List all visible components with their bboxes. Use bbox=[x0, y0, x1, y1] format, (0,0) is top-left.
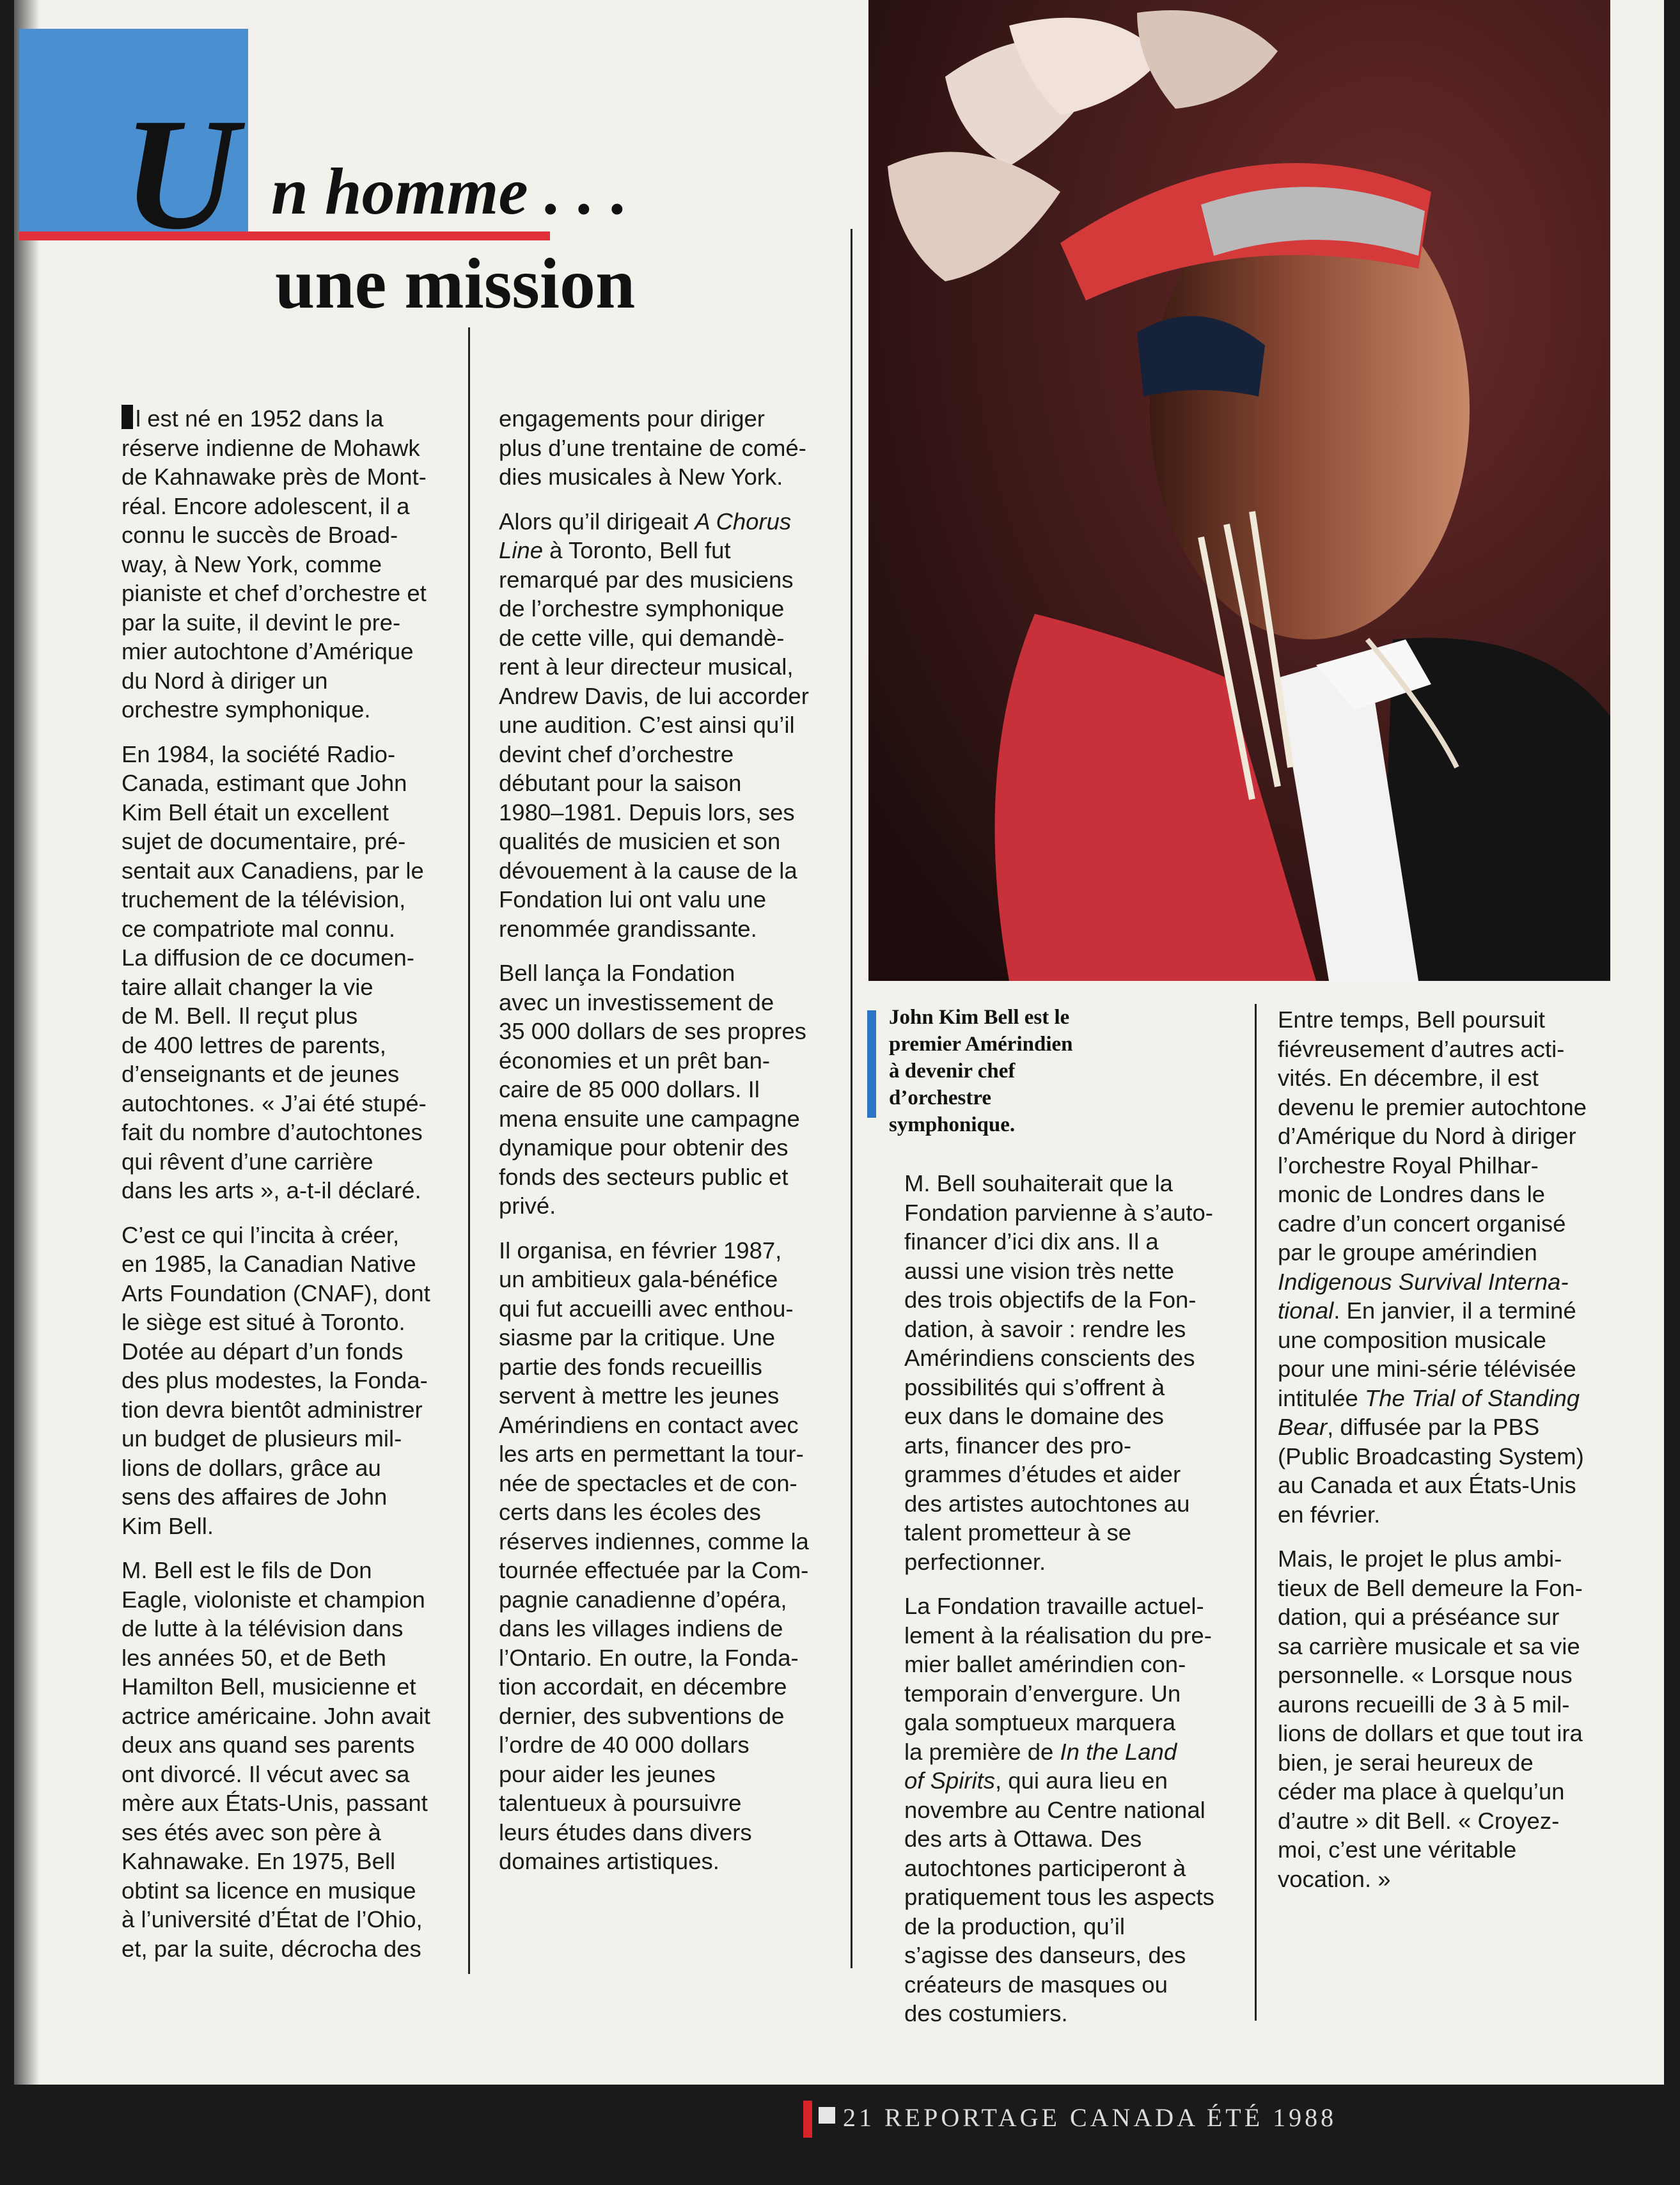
title-line-2: une mission bbox=[275, 244, 636, 324]
title-line-1: n homme . . . bbox=[271, 155, 628, 228]
series-title: The Trial of Standing Bear bbox=[1278, 1384, 1580, 1440]
paragraph bbox=[499, 507, 844, 944]
column-3 bbox=[904, 1169, 1250, 2044]
column-divider bbox=[468, 327, 470, 1974]
column-2 bbox=[499, 404, 844, 1891]
show-title: A Chorus Line bbox=[499, 508, 792, 563]
paragraph bbox=[122, 404, 467, 724]
text: , qui aura lieu en novembre au Centre national des arts à Ottawa. Des autochtones participeront à pratiquement tous les aspects de la production, qu’il s’agisse des danseurs, des créateurs de masques ou des costumiers. bbox=[904, 1767, 1214, 2026]
title-red-rule bbox=[19, 231, 550, 240]
column-divider bbox=[851, 229, 852, 1968]
paragraph: engagements pour diriger plus d’une trentaine de comé- dies musicales à New York. bbox=[499, 405, 806, 490]
text: à Toronto, Bell fut remarqué par des musiciens de l’orchestre symphonique de cette ville, qui demandè- rent à leur directeur musical, Andrew Davis, de lui accorder une audition. C’est ainsi qu’il devint chef d’orchestre débutant pour la saison 1980–1981. Depuis lors, ses qualités de musicien et son dévouement à la cause de la Fondation lui ont valu une renommée grandissante. bbox=[499, 537, 809, 942]
photo-caption: John Kim Bell est le premier Amérindien à devenir chef d’orchestre symphonique. bbox=[889, 1006, 1073, 1136]
paragraph: C’est ce qui l’incita à créer, en 1985, la Canadian Native Arts Foundation (CNAF), dont le siège est situé à Toronto. Dotée au départ d’un fonds des plus modestes, la Fonda- tion devra bientôt administrer un budget de plusieurs mil- lions de dollars, grâce au sens des affaires de John Kim Bell. bbox=[122, 1221, 430, 1539]
paragraph: M. Bell est le fils de Don Eagle, violoniste et champion de lutte à la télévision dans les années 50, et de Beth Hamilton Bell, musicienne et actrice américaine. John avait deux ans quand ses parents ont divorcé. Il vécut avec sa mère aux États-Unis, passant ses étés avec son père à Kahnawake. En 1975, Bell obtint sa licence en musique à l’université d’État de l’Ohio, et, par la suite, décrocha des bbox=[122, 1557, 430, 1962]
column-divider bbox=[1255, 1004, 1257, 2021]
magazine-page bbox=[14, 0, 1664, 2085]
text: Entre temps, Bell poursuit fiévreusement d’autres acti- vités. En décembre, il est devenu le premier autochtone d’Amérique du Nord à diriger l’orchestre Royal Philhar- monic de Londres dans le cadre d’un concert organisé par le groupe amérindien bbox=[1278, 1006, 1587, 1265]
paragraph: Il organisa, en février 1987, un ambitieux gala-bénéfice qui fut accueilli avec enthou- siasme par la critique. Une partie des fonds recueillis servent à mettre les jeunes Amérindiens en contact avec les arts en permettant la tour- née de spectacles et de con- certs dans les écoles des réserves indiennes, comme la tournée effectuée par la Com- pagnie canadienne d’opéra, dans les villages indiens de l’Ontario. En outre, la Fonda- tion accordait, en décembre dernier, des subventions de l’ordre de 40 000 dollars pour aider les jeunes talentueux à poursuivre leurs études dans divers domaines artistiques. bbox=[499, 1237, 809, 1874]
text: . En janvier, il a terminé une composition musicale pour une mini-série télévisée intitulée bbox=[1278, 1297, 1576, 1411]
org-name: Indigenous Survival Interna- tional bbox=[1278, 1268, 1569, 1324]
caption-accent-bar bbox=[867, 1010, 876, 1118]
footer-red-mark bbox=[803, 2101, 812, 2138]
paragraph: M. Bell souhaiterait que la Fondation parvienne à s’auto- financer d’ici dix ans. Il a aussi une vision très nette des trois objectifs de la Fon- dation, à savoir : rendre les Amérindiens conscients des possibilités qui s’offrent à eux dans le domaine des arts, financer des pro- grammes d’études et aider des artistes autochtones au talent prometteur à se perfectionner. bbox=[904, 1170, 1213, 1575]
paragraph bbox=[1278, 1005, 1636, 1529]
page-footer bbox=[843, 2103, 1337, 2133]
paragraph-text: l est né en 1952 dans la réserve indienne de Mohawk de Kahnawake près de Mont- réal. Encore adolescent, il a connu le succès de Broad- way, à New York, comme pianiste et chef d’orchestre et par la suite, il devint le pre- mier autochtone d’Amérique du Nord à diriger un orchestre symphonique. bbox=[122, 405, 427, 723]
footer-text: 21 REPORTAGE CANADA ÉTÉ 1988 bbox=[843, 2103, 1337, 2132]
portrait-photo bbox=[868, 0, 1610, 981]
portrait-illustration bbox=[868, 0, 1610, 981]
footer-square-mark bbox=[819, 2107, 835, 2124]
dropcap-i bbox=[122, 405, 133, 429]
paragraph: En 1984, la société Radio- Canada, estimant que John Kim Bell était un excellent sujet de documentaire, pré- sentait aux Canadiens, par le truchement de la télévision, ce compatriote mal connu. La diffusion de ce documen- taire allait changer la vie de M. Bell. Il reçut plus de 400 lettres de parents, d’enseignants et de jeunes autochtones. « J’ai été stupé- fait du nombre d’autochtones qui rêvent d’une carrière dans les arts », a-t-il déclaré. bbox=[122, 740, 427, 1203]
paragraph: Mais, le projet le plus ambi- tieux de Bell demeure la Fon- dation, qui a préséance sur sa carrière musicale et sa vie personnelle. « Lorsque nous aurons recueilli de 3 à 5 mil- lions de dollars et que tout ira bien, je serai heureux de céder ma place à quelqu’un d’autre » dit Bell. « Croyez- moi, c’est une véritable vocation. » bbox=[1278, 1546, 1583, 1892]
column-4 bbox=[1278, 1005, 1636, 1909]
show-title: In the Land of Spirits bbox=[904, 1738, 1177, 1794]
text: La Fondation travaille actuel- lement à la réalisation du pre- mier ballet amérindien con- temporain d’envergure. Un gala somptueux marquera la première de bbox=[904, 1593, 1212, 1765]
title-initial: U bbox=[123, 86, 239, 263]
binding-shadow bbox=[14, 0, 40, 2085]
text: Alors qu’il dirigeait bbox=[499, 508, 695, 535]
paragraph bbox=[904, 1592, 1250, 2028]
paragraph: Bell lança la Fondation avec un investissement de 35 000 dollars de ses propres économies et un prêt ban- caire de 85 000 dollars. Il mena ensuite une campagne dynamique pour obtenir des fonds des secteurs public et privé. bbox=[499, 960, 806, 1219]
column-1 bbox=[122, 404, 467, 1978]
text: , diffusée par la PBS (Public Broadcasting System) au Canada et aux États-Unis en février. bbox=[1278, 1414, 1584, 1528]
